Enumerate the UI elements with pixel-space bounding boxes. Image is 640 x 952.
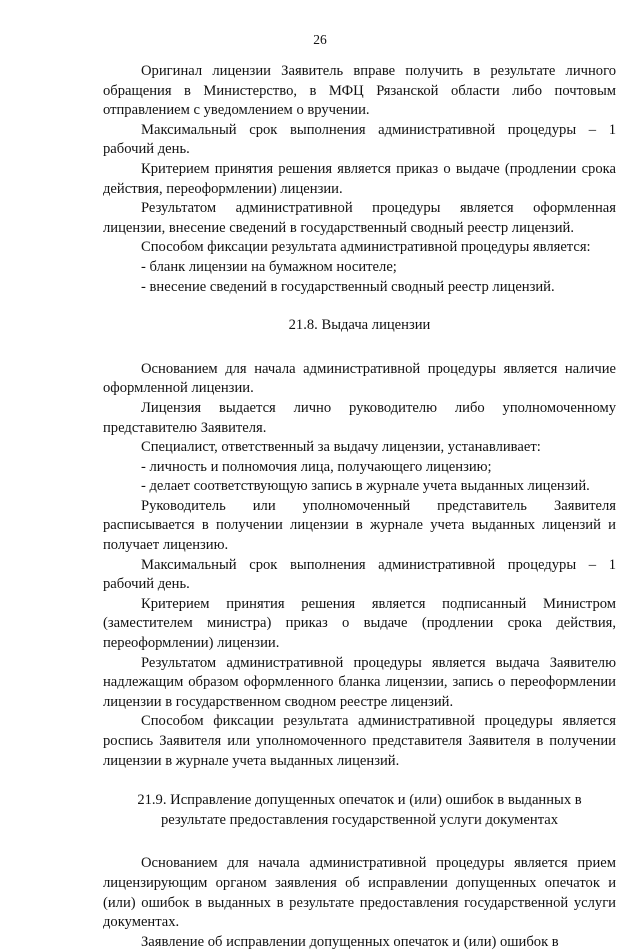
intro-paragraph-1: Оригинал лицензии Заявитель вправе получить в результате личного обращения в Министерство, в МФЦ Рязанской области либо почтовым отправлением с уведомлением о вручении. bbox=[103, 63, 616, 119]
intro-paragraph-5: Способом фиксации результата административной процедуры является: bbox=[141, 239, 591, 256]
section-21-8-body bbox=[103, 360, 616, 771]
sec218-paragraph-7: Максимальный срок выполнения административной процедуры – 1 рабочий день. bbox=[103, 556, 616, 593]
section-21-9-heading-line-1: 21.9. Исправление допущенных опечаток и (или) ошибок в выданных в bbox=[137, 792, 582, 809]
section-21-9-heading bbox=[103, 791, 616, 830]
intro-paragraph-4: Результатом административной процедуры является оформленная лицензии, внесение сведений в государственный сводный реестр лицензий. bbox=[103, 200, 616, 236]
sec218-paragraph-9: Результатом административной процедуры является выдача Заявителю надлежащим образом оформленного бланка лицензии, запись о переоформлении лицензии в государственном сводном реестре лицензий. bbox=[103, 654, 616, 710]
intro-paragraph-2: Максимальный срок выполнения административной процедуры – 1 рабочий день. bbox=[103, 121, 616, 158]
intro-paragraph-3: Критерием принятия решения является приказ о выдаче (продлении срока действия, переоформлении) лицензии. bbox=[103, 160, 616, 197]
sec218-paragraph-8: Критерием принятия решения является подписанный Министром (заместителем министра) приказ о выдаче (продлении срока действия, переоформлении) лицензии. bbox=[103, 595, 616, 652]
section-21-9-body bbox=[103, 854, 616, 952]
sec218-paragraph-3: Специалист, ответственный за выдачу лицензии, устанавливает: bbox=[141, 439, 541, 456]
section-21-9-heading-line-2: результате предоставления государственной услуги документах bbox=[160, 811, 559, 828]
intro-list-item-7: - внесение сведений в государственный сводный реестр лицензий. bbox=[141, 278, 555, 295]
sec218-paragraph-10: Способом фиксации результата административной процедуры является роспись Заявителя или уполномоченного представителя Заявителя в получении лицензии в журнале учета выданных лицензий. bbox=[103, 713, 616, 769]
sec218-paragraph-6: Руководитель или уполномоченный представитель Заявителя расписывается в получении лицензии в журнале учета выданных лицензий и получает лицензию. bbox=[103, 497, 616, 554]
sec219-paragraph-2: Заявление об исправлении допущенных опечаток и (или) ошибок в bbox=[141, 933, 559, 950]
sec218-list-item-4: - личность и полномочия лица, получающего лицензию; bbox=[141, 458, 492, 475]
section-21-8-heading: 21.8. Выдача лицензии bbox=[288, 317, 431, 334]
intro-list-item-6: - бланк лицензии на бумажном носителе; bbox=[141, 258, 397, 275]
sec218-paragraph-1: Основанием для начала административной процедуры является наличие оформленной лицензии. bbox=[103, 360, 616, 397]
sec218-paragraph-2: Лицензия выдается лично руководителю либо уполномоченному представителю Заявителя. bbox=[103, 399, 616, 436]
intro-text bbox=[103, 62, 616, 297]
sec219-paragraph-1: Основанием для начала административной процедуры является прием лицензирующим органом заявления об исправлении допущенных опечаток и (или) ошибок в выданных в результате предоставления государственной услуги документах. bbox=[103, 855, 616, 931]
page-number: 26 bbox=[313, 32, 327, 47]
sec218-list-item-5: - делает соответствующую запись в журнале учета выданных лицензий. bbox=[141, 478, 590, 495]
page-content bbox=[103, 62, 616, 952]
